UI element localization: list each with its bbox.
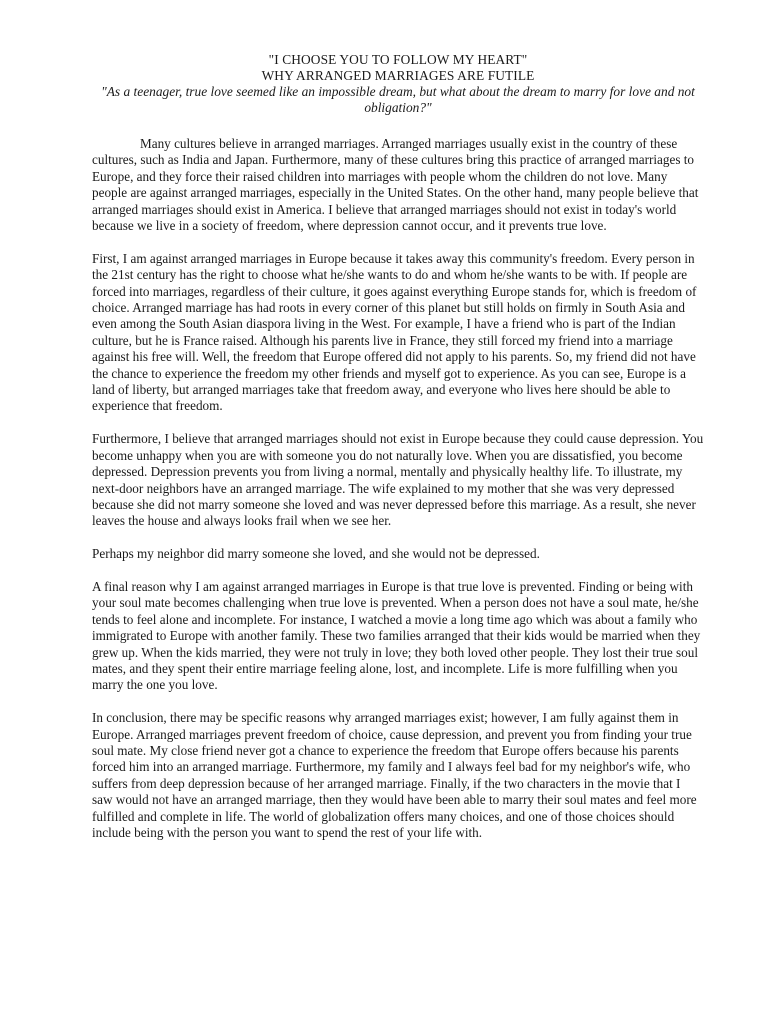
paragraph-freedom: First, I am against arranged marriages in Europe because it takes away this community's freedom. Every person in the 21st century has the right to choose what he/she wants to do and whom he/she wants to be with. If people are forced into marriages, regardless of their culture, it goes against everything Europe stands for, which is freedom of choice. Arranged marriage has had roots in every corner of this planet but still holds on firmly in South Asia and even among the South Asian diaspora living in the West. For example, I have a friend who is part of the Indian culture, but he is France raised. Although his parents live in France, they still forced my friend into a marriage against his free will. Well, the freedom that Europe offered did not apply to his parents. So, my friend did not have the chance to experience the freedom my other friends and myself got to experience. As you can see, Europe is a land of liberty, but arranged marriages take that freedom away, and everyone who lives here should be able to experience that freedom. — [92, 250, 697, 414]
paragraph-intro: Many cultures believe in arranged marriages. Arranged marriages usually exist in the country of these cultures, such as India and Japan. Furthermore, many of these cultures bring this practice of arranged marriages to Europe, and they force their raised children into marriages with people whom the children do not love. Many people are against arranged marriages, especially in the United States. On the other hand, many people believe that arranged marriages should exist in America. I believe that arranged marriages should not exist in today's world because we live in a society of freedom, where depression cannot occur, and it prevents true love. — [92, 136, 699, 234]
document-epigraph: "As a teenager, true love seemed like an impossible dream, but what about the dream to marry for love and not obligation?" — [101, 84, 695, 115]
document-page — [92, 52, 704, 858]
document-title-line-2: WHY ARRANGED MARRIAGES ARE FUTILE — [261, 68, 535, 83]
document-body — [92, 136, 704, 841]
paragraph-neighbor: Perhaps my neighbor did marry someone she loved, and she would not be depressed. — [92, 546, 540, 562]
document-title-line-1: "I CHOOSE YOU TO FOLLOW MY HEART" — [268, 52, 528, 67]
paragraph-true-love: A final reason why I am against arranged marriages in Europe is that true love is prevented. Finding or being with your soul mate becomes challenging when true love is prevented. When a person does not have a soul mate, he/she tends to feel alone and incomplete. For instance, I watched a movie a long time ago which was about a family who immigrated to Europe with another family. These two families arranged that their kids would be married when they grew up. When the kids married, they were not truly in love; they both loved other people. They lost their true soul mates, and they spent their entire marriage feeling alone, lost, and incomplete. Life is more fulfilling when you marry the one you love. — [92, 578, 701, 693]
paragraph-depression: Furthermore, I believe that arranged marriages should not exist in Europe because they could cause depression. You become unhappy when you are with someone you do not naturally love. When you are dissatisfied, you become depressed. Depression prevents you from living a normal, mentally and physically healthy life. To illustrate, my next-door neighbors have an arranged marriage. The wife explained to my mother that she was very depressed because she did not marry someone she loved and was never depressed before this marriage. As a result, she never leaves the house and always looks frail when we see her. — [92, 431, 704, 529]
paragraph-conclusion: In conclusion, there may be specific reasons why arranged marriages exist; however, I am fully against them in Europe. Arranged marriages prevent freedom of choice, cause depression, and prevent you from finding your true soul mate. My close friend never got a chance to experience the freedom that Europe offers because his parents forced him into an arranged marriage. Furthermore, my family and I always feel bad for my neighbor's wife, who suffers from deep depression because of her arranged marriage. Finally, if the two characters in the movie that I saw would not have an arranged marriage, then they would have been able to marry their soul mates and feel more fulfilled and complete in life. The world of globalization offers many choices, and one of those choices should include being with the person you want to spend the rest of your life with. — [92, 710, 697, 840]
